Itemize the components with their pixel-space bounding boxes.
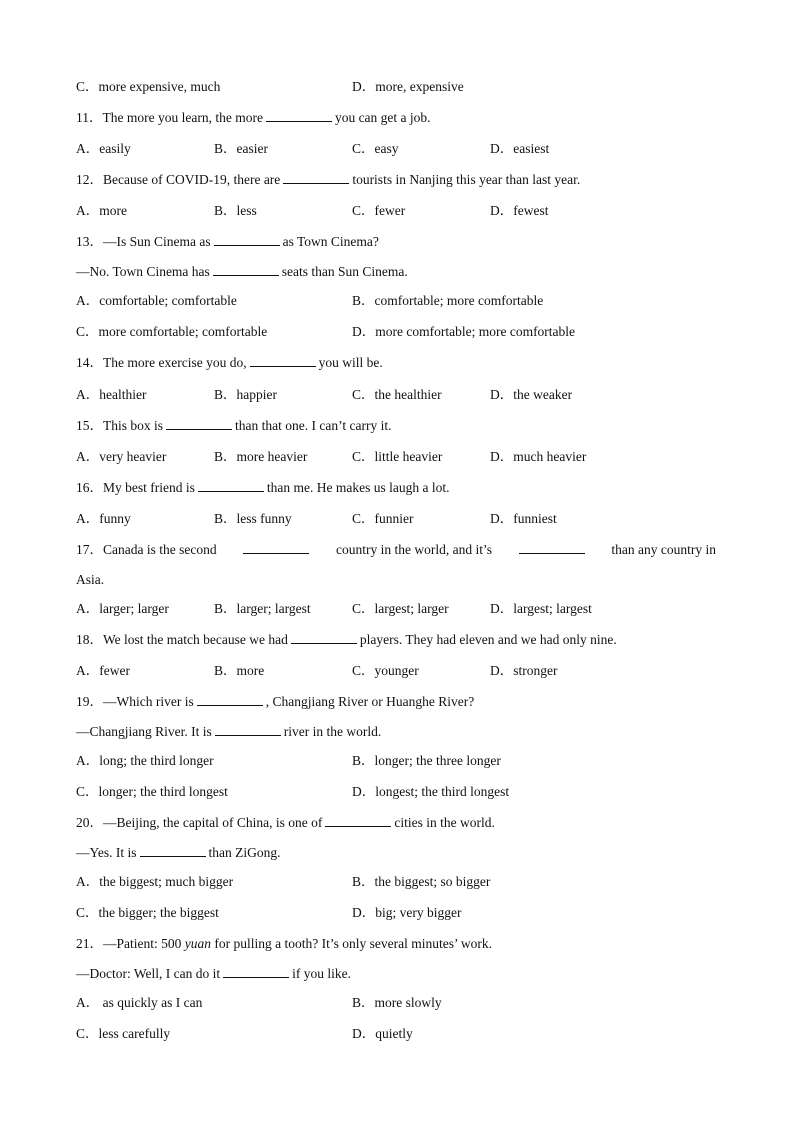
q13-option-c: C．more comfortable; comfortable bbox=[76, 324, 268, 339]
q13-option-b: B．comfortable; more comfortable bbox=[352, 293, 544, 308]
q16-option-a: A．funny bbox=[76, 511, 131, 526]
q14-option-b: B．happier bbox=[214, 387, 277, 402]
q20-blank-2 bbox=[140, 845, 206, 857]
q13-option-a: A．comfortable; comfortable bbox=[76, 293, 237, 308]
q19-stem-line2: —Changjiang River. It is river in the world. bbox=[76, 724, 382, 739]
q13-blank-1 bbox=[214, 234, 280, 246]
q11-option-a: A．easily bbox=[76, 141, 131, 156]
q11-stem: 11．The more you learn, the more you can get a job. bbox=[76, 110, 431, 125]
q13-option-d: D．more comfortable; more comfortable bbox=[352, 324, 576, 339]
q10-option-c: C．more expensive, much bbox=[76, 79, 221, 94]
q17-blank-1 bbox=[243, 542, 309, 554]
q17-option-a: A．larger; larger bbox=[76, 601, 169, 616]
q18-option-c: C．younger bbox=[352, 663, 419, 678]
q16-blank bbox=[198, 480, 264, 492]
q15-blank bbox=[166, 418, 232, 430]
q15-option-b: B．more heavier bbox=[214, 449, 308, 464]
q18-option-b: B．more bbox=[214, 663, 265, 678]
q14-option-d: D．the weaker bbox=[490, 387, 573, 402]
q21-option-c: C．less carefully bbox=[76, 1026, 171, 1041]
q20-option-a: A．the biggest; much bigger bbox=[76, 874, 234, 889]
q13-stem-line2: —No. Town Cinema has seats than Sun Cinema. bbox=[76, 264, 408, 279]
q21-option-b: B．more slowly bbox=[352, 995, 442, 1010]
q17-stem: 17．Canada is the second country in the world, and it’s than any country in bbox=[76, 542, 716, 557]
q12-option-d: D．fewest bbox=[490, 203, 549, 218]
q11-option-b: B．easier bbox=[214, 141, 268, 156]
q20-stem-line2: —Yes. It is than ZiGong. bbox=[76, 845, 281, 860]
q19-option-b: B．longer; the three longer bbox=[352, 753, 501, 768]
q17-option-b: B．larger; largest bbox=[214, 601, 311, 616]
q20-blank-1 bbox=[325, 815, 391, 827]
q12-option-c: C．fewer bbox=[352, 203, 406, 218]
q21-yuan: yuan bbox=[184, 936, 211, 951]
q19-blank-1 bbox=[197, 694, 263, 706]
q21-option-d: D．quietly bbox=[352, 1026, 413, 1041]
q17-option-d: D．largest; largest bbox=[490, 601, 592, 616]
q17-stem-line2: Asia. bbox=[76, 572, 105, 587]
q17-option-c: C．largest; larger bbox=[352, 601, 449, 616]
q12-option-a: A．more bbox=[76, 203, 127, 218]
q14-stem: 14．The more exercise you do, you will be. bbox=[76, 355, 383, 370]
q20-option-d: D．big; very bigger bbox=[352, 905, 462, 920]
q16-option-c: C．funnier bbox=[352, 511, 414, 526]
q11-option-c: C．easy bbox=[352, 141, 399, 156]
q11-blank bbox=[266, 110, 332, 122]
q21-stem-line2: —Doctor: Well, I can do it if you like. bbox=[76, 966, 352, 981]
q21-blank bbox=[223, 966, 289, 978]
q19-option-d: D．longest; the third longest bbox=[352, 784, 510, 799]
q13-blank-2 bbox=[213, 264, 279, 276]
q12-blank bbox=[283, 172, 349, 184]
q10-option-d: D．more, expensive bbox=[352, 79, 464, 94]
q15-stem: 15．This box is than that one. I can’t carry it. bbox=[76, 418, 392, 433]
q19-option-a: A．long; the third longer bbox=[76, 753, 214, 768]
q15-option-c: C．little heavier bbox=[352, 449, 443, 464]
q19-option-c: C．longer; the third longest bbox=[76, 784, 228, 799]
q18-stem: 18．We lost the match because we had players. They had eleven and we had only nine. bbox=[76, 632, 617, 647]
q20-option-c: C．the bigger; the biggest bbox=[76, 905, 219, 920]
q20-stem: 20．—Beijing, the capital of China, is one of cities in the world. bbox=[76, 815, 495, 830]
q21-stem: 21．—Patient: 500 yuan for pulling a tooth? It’s only several minutes’ work. bbox=[76, 936, 492, 951]
q14-option-a: A．healthier bbox=[76, 387, 147, 402]
q19-stem: 19．—Which river is , Changjiang River or Huanghe River? bbox=[76, 694, 475, 709]
q18-blank bbox=[291, 632, 357, 644]
q14-blank bbox=[250, 355, 316, 367]
q21-option-a: A． as quickly as I can bbox=[76, 995, 203, 1010]
q20-option-b: B．the biggest; so bigger bbox=[352, 874, 491, 889]
q12-stem: 12．Because of COVID-19, there are tourists in Nanjing this year than last year. bbox=[76, 172, 581, 187]
q14-option-c: C．the healthier bbox=[352, 387, 442, 402]
q13-stem: 13．—Is Sun Cinema as as Town Cinema? bbox=[76, 234, 379, 249]
q11-option-d: D．easiest bbox=[490, 141, 550, 156]
q12-option-b: B．less bbox=[214, 203, 257, 218]
q17-blank-2 bbox=[519, 542, 585, 554]
q16-option-b: B．less funny bbox=[214, 511, 292, 526]
q16-stem: 16．My best friend is than me. He makes us laugh a lot. bbox=[76, 480, 450, 495]
q18-option-d: D．stronger bbox=[490, 663, 558, 678]
q18-option-a: A．fewer bbox=[76, 663, 130, 678]
q19-blank-2 bbox=[215, 724, 281, 736]
q15-option-a: A．very heavier bbox=[76, 449, 167, 464]
q15-option-d: D．much heavier bbox=[490, 449, 587, 464]
q16-option-d: D．funniest bbox=[490, 511, 557, 526]
